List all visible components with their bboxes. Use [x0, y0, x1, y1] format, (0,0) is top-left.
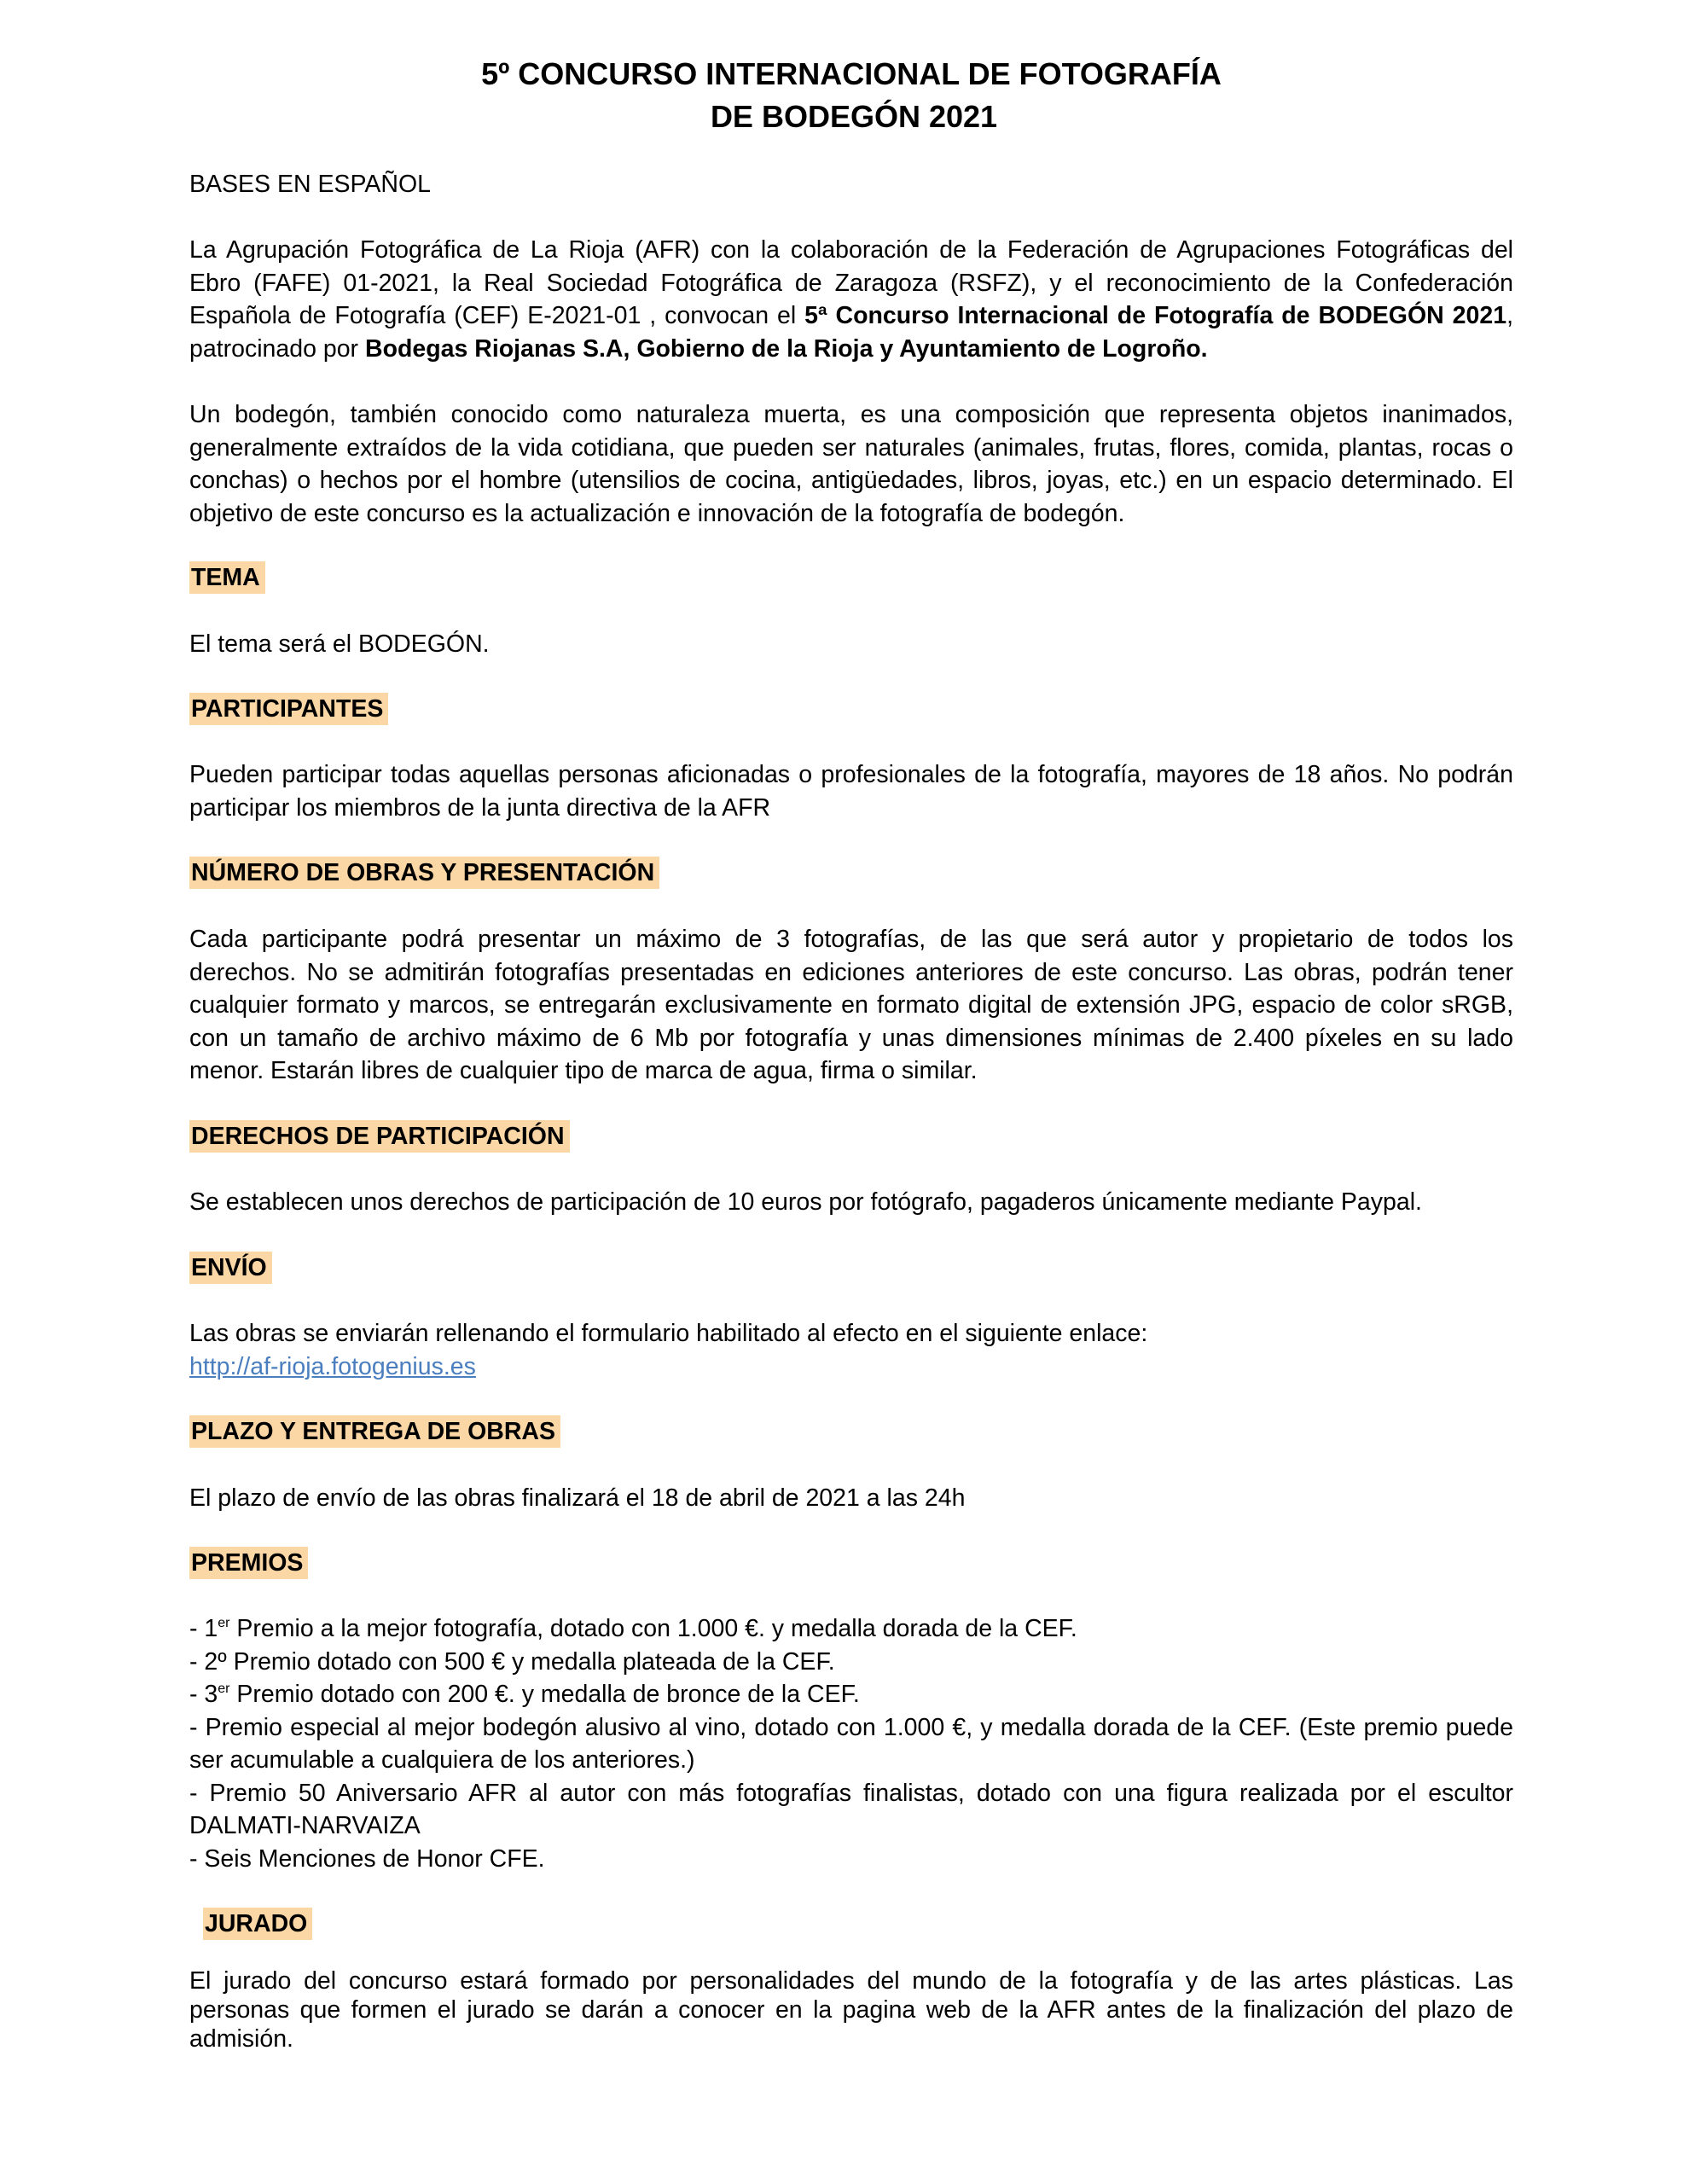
prize-text: - 3: [189, 1681, 218, 1708]
title-line-1: 5º CONCURSO INTERNACIONAL DE FOTOGRAFÍA: [481, 56, 1222, 91]
jurado-line: personas que formen el jurado se darán a conocer en la pagina web de la AFR antes de la finalización del plazo de: [189, 1996, 1513, 2024]
plazo-text: El plazo de envío de las obras finalizará el 18 de abril de 2021 a las 24h: [189, 1484, 966, 1512]
section-heading-derechos: DERECHOS DE PARTICIPACIÓN: [189, 1120, 570, 1153]
bases-label: BASES EN ESPAÑOL: [189, 171, 431, 198]
section-heading-tema: TEMA: [189, 561, 265, 594]
intro-text: Española de Fotografía (CEF) E-2021-01 , convocan el: [189, 302, 805, 329]
derechos-text: Se establecen unos derechos de participación de 10 euros por fotógrafo, pagaderos únicamente mediante Paypal.: [189, 1188, 1422, 1216]
intro-text: ,: [1506, 302, 1513, 329]
intro-paragraph: [189, 234, 1513, 365]
envio-line: Las obras se enviarán rellenando el formulario habilitado al efecto en el siguiente enlace:: [189, 1320, 1148, 1347]
section-heading-jurado: JURADO: [203, 1908, 312, 1940]
obras-line: menor. Estarán libres de cualquier tipo de marca de agua, firma o similar.: [189, 1057, 978, 1084]
prize-item-continued: DALMATI-NARVAIZA: [189, 1812, 421, 1839]
submission-link[interactable]: http://af-rioja.fotogenius.es: [189, 1352, 476, 1380]
intro-text: patrocinado por: [189, 334, 365, 363]
section-heading-participantes: PARTICIPANTES: [189, 693, 388, 725]
tema-text: El tema será el BODEGÓN.: [189, 630, 490, 658]
obras-line: derechos. No se admitirán fotografías presentadas en ediciones anteriores de este concurso. Las obras, podrán tener: [189, 958, 1513, 986]
prize-text: - 1: [189, 1615, 218, 1642]
document-title: [189, 53, 1513, 138]
prize-item: - Seis Menciones de Honor CFE.: [189, 1844, 545, 1873]
prize-item: [189, 1678, 1513, 1711]
prize-item: - 2º Premio dotado con 500 € y medalla plateada de la CEF.: [189, 1647, 835, 1676]
obras-text: [189, 923, 1513, 1088]
prize-item: [189, 1612, 1513, 1646]
jurado-text: [189, 1966, 1513, 2053]
prize-item: - Premio 50 Aniversario AFR al autor con más fotografías finalistas, dotado con una figura realizada por el escultor: [189, 1779, 1513, 1807]
bodegon-description: [189, 398, 1513, 530]
sponsors: Bodegas Riojanas S.A, Gobierno de la Rioja y Ayuntamiento de Logroño.: [364, 334, 1208, 363]
contest-name: 5ª Concurso Internacional de Fotografía de BODEGÓN 2021: [804, 302, 1507, 329]
intro-line: [189, 299, 1513, 333]
obras-line: cualquier formato y marcos, se entregarán exclusivamente en formato digital de extensión JPG, espacio de color sRGB,: [189, 991, 1513, 1019]
participantes-text: [189, 758, 1513, 824]
prize-text: Premio a la mejor fotografía, dotado con 1.000 €. y medalla dorada de la CEF.: [229, 1615, 1077, 1642]
envio-text: [189, 1317, 1513, 1383]
section-heading-plazo: PLAZO Y ENTREGA DE OBRAS: [189, 1415, 560, 1448]
prize-text: Premio dotado con 200 €. y medalla de bronce de la CEF.: [229, 1681, 860, 1708]
participantes-line: Pueden participar todas aquellas personas aficionadas o profesionales de la fotografía, mayores de 18 años. No podrán: [189, 761, 1513, 788]
section-heading-envio: ENVÍO: [189, 1252, 272, 1284]
obras-line: con un tamaño de archivo máximo de 6 Mb por fotografía y unas dimensiones mínimas de 2.400 píxeles en su lado: [189, 1024, 1513, 1052]
description-line: objetivo de este concurso es la actualización e innovación de la fotografía de bodegón.: [189, 499, 1125, 527]
premios-list: [189, 1612, 1513, 1875]
participantes-line: participar los miembros de la junta directiva de la AFR: [189, 793, 771, 822]
title-line-2: DE BODEGÓN 2021: [710, 99, 998, 134]
prize-item-continued: ser acumulable a cualquiera de los anteriores.): [189, 1746, 695, 1774]
section-heading-premios: PREMIOS: [189, 1547, 308, 1579]
jurado-line: El jurado del concurso estará formado por personalidades del mundo de la fotografía y de las artes plásticas. Las: [189, 1967, 1513, 1995]
intro-line: La Agrupación Fotográfica de La Rioja (AFR) con la colaboración de la Federación de Agrupaciones Fotográficas del: [189, 236, 1513, 264]
ordinal-suffix: er: [218, 1616, 230, 1630]
obras-line: Cada participante podrá presentar un máximo de 3 fotografías, de las que será autor y propietario de todos los: [189, 926, 1513, 953]
intro-line: [189, 333, 1513, 366]
ordinal-suffix: er: [218, 1682, 230, 1696]
description-line: generalmente extraídos de la vida cotidiana, que pueden ser naturales (animales, frutas, flores, comida, plantas, rocas o: [189, 433, 1513, 462]
description-line: Un bodegón, también conocido como naturaleza muerta, es una composición que representa objetos inanimados,: [189, 401, 1513, 428]
section-heading-obras: NÚMERO DE OBRAS Y PRESENTACIÓN: [189, 857, 659, 889]
prize-item: - Premio especial al mejor bodegón alusivo al vino, dotado con 1.000 €, y medalla dorada de la CEF. (Este premio puede: [189, 1713, 1513, 1741]
jurado-line: admisión.: [189, 2025, 293, 2053]
description-line: conchas) o hechos por el hombre (utensilios de cocina, antigüedades, libros, joyas, etc.) en un espacio determinado. El: [189, 467, 1513, 494]
intro-line: Ebro (FAFE) 01-2021, la Real Sociedad Fotográfica de Zaragoza (RSFZ), y el reconocimiento de la Confederación: [189, 269, 1513, 297]
